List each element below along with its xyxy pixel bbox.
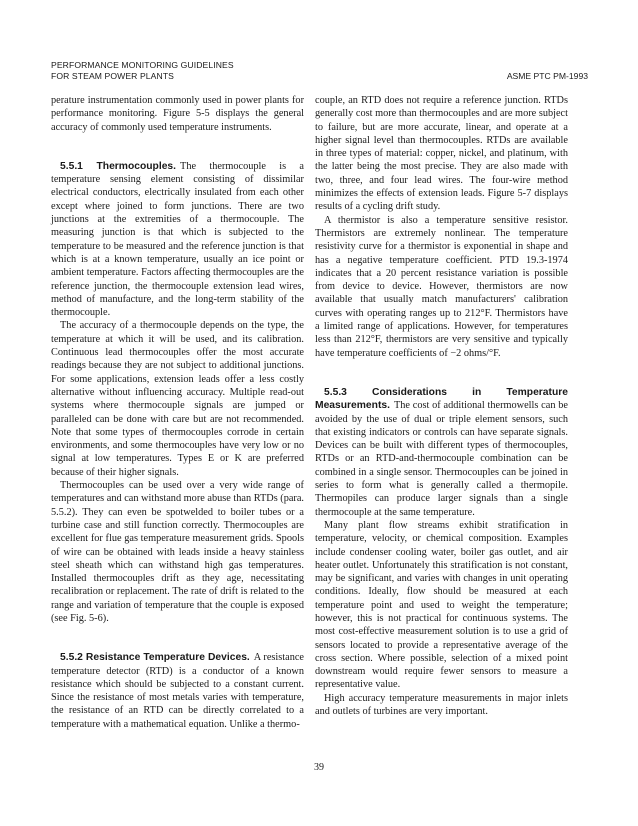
rtd-continued-paragraph: couple, an RTD does not require a reference junction. RTDs generally cost more than thermocouples and are more subject to failure, but are more accurate, linear, and operate at a higher signal level than thermocouples. RTDs are available in three types of material: copper, nickel, and platinum, with the latter being the most precise. They are also made with two, three, and four lead wires. The four-wire method minimizes the effects of extension leads. Figure 5-7 displays results of a cycling drift study. <box>315 95 568 213</box>
left-column <box>51 94 304 731</box>
section-5-5-3-paragraph-1 <box>315 386 568 519</box>
section-5-5-3-paragraph-3: High accuracy temperature measurements in major inlets and outlets of turbines are very important. <box>315 692 568 718</box>
running-header-standard: ASME PTC PM-1993 <box>506 71 588 81</box>
running-header-line-2: FOR STEAM POWER PLANTS <box>51 71 175 81</box>
section-5-5-2-heading: 5.5.2 Resistance Temperature Devices. <box>60 652 250 664</box>
section-5-5-1-paragraph-1 <box>51 160 304 320</box>
section-5-5-1-paragraph-3: Thermocouples can be used over a very wide range of temperatures and can withstand more abuse than RTDs (para. 5.5.2). They can even be spotwelded to boiler tubes or a turbine case and still function correctly. Thermocouples are excellent for flue gas temperature measurement grids. Spools of wire can be obtained with leads inside a heavy stainless steel sheath which can withstand high gas temperatures. Installed thermocouples drift as they age, necessitating recalibration or replacement. The rate of drift is related to the range and variation of temperature that the couple is exposed (see Fig. 5-6). <box>51 480 304 624</box>
page-number: 39 <box>314 762 324 773</box>
running-header-title <box>51 60 234 82</box>
intro-paragraph: perature instrumentation commonly used in power plants for performance monitoring. Figure 5-5 displays the general accuracy of commonly used temperature instruments. <box>51 95 304 133</box>
section-5-5-1-paragraph-2: The accuracy of a thermocouple depends on the type, the temperature at which it will be used, and its calibration. Continuous lead thermocouples offer the most accurate readings because they are not subject to additional junctions. For some applications, extension leads offer a less costly alternative without influencing accuracy. Multiple read-out systems where thermocouple signals are jumped or paralleled can be done with care but are not recommended. Note that some types of thermocouples corrode in certain environments, and some thermocouples have very low or no signal at low temperatures. Types E or K are preferred because of their higher signals. <box>51 320 304 478</box>
section-5-5-1-text-1: The thermocouple is a temperature sensing element consisting of dissimilar electrical conductors, electrically insulated from each other except where joined to form junctions. There are two junctions at the extremities of a thermocouple. The measuring junction is that which is subjected to the temperature to be measured and the reference junction is that which is at a known temperature, usually an ice point or ambient temperature. Factors affecting thermocouples are the reference junction, the thermocouple extension lead wires, method of manufacture, and the long-term stability of the thermocouple. <box>51 160 304 319</box>
section-5-5-3-heading: 5.5.3 Considerations in Temperature Measurements. <box>315 386 568 412</box>
section-5-5-2-paragraph-1 <box>51 651 304 731</box>
running-header-line-1: PERFORMANCE MONITORING GUIDELINES <box>51 60 234 70</box>
section-5-5-3-text-1: The cost of additional thermowells can be avoided by the use of dual or triple element sensors, such that existing indicators or controls can have separate signals. Devices can be built with different types of thermocouples, RTDs or an RTD-and-thermocouple combination can be combined in a single sensor. Thermocouples can be joined in series to form what is generally called a thermopile. Thermopiles can produce larger signals than a single thermocouple at the same temperature. <box>315 400 568 518</box>
section-5-5-2-text-1: A resistance temperature detector (RTD) is a conductor of a known resistance which should be subjected to a constant current. Since the resistance of most metals varies with temperature, the resistance of an RTD can be directly correlated to a temperature with a mathematical equation. Unlike a thermo- <box>51 652 304 730</box>
section-5-5-3-paragraph-2: Many plant flow streams exhibit stratification in temperature, velocity, or chemical composition. Examples include condenser cooling water, boiler gas outlet, and air heater outlet. Unfortunately this stratification is not constant, may be significant, and varies with changes in unit operating conditions. Ideally, flow should be measured at each temperature point and used to weight the temperature; however, this is not practical for continuous systems. The most cost-effective measurement solution is to use a grid of sensors located to provide a representative average of the cross section. Where possible, selection of a mixed point downstream would require fewer sensors to measure a representative value. <box>315 519 568 691</box>
right-column <box>315 94 568 718</box>
section-5-5-1-heading: 5.5.1 Thermocouples. <box>60 160 177 172</box>
thermistor-paragraph: A thermistor is also a temperature sensitive resistor. Thermistors are extremely nonlinear. The temperature resistivity curve for a thermistor is exponential in shape and has a negative temperature coefficient. PTD 19.3-1974 indicates that a 20 percent resistance variation is possible from device to device. However, thermistors are now available that usually match manufacturers' calibration curves with operating ranges up to 212°F. Thermistors have a limited range of applications. However, for temperatures less than 212°F, thermistors are very sensitive and typically have temperature coefficients of −2 ohms/°F. <box>315 214 568 359</box>
